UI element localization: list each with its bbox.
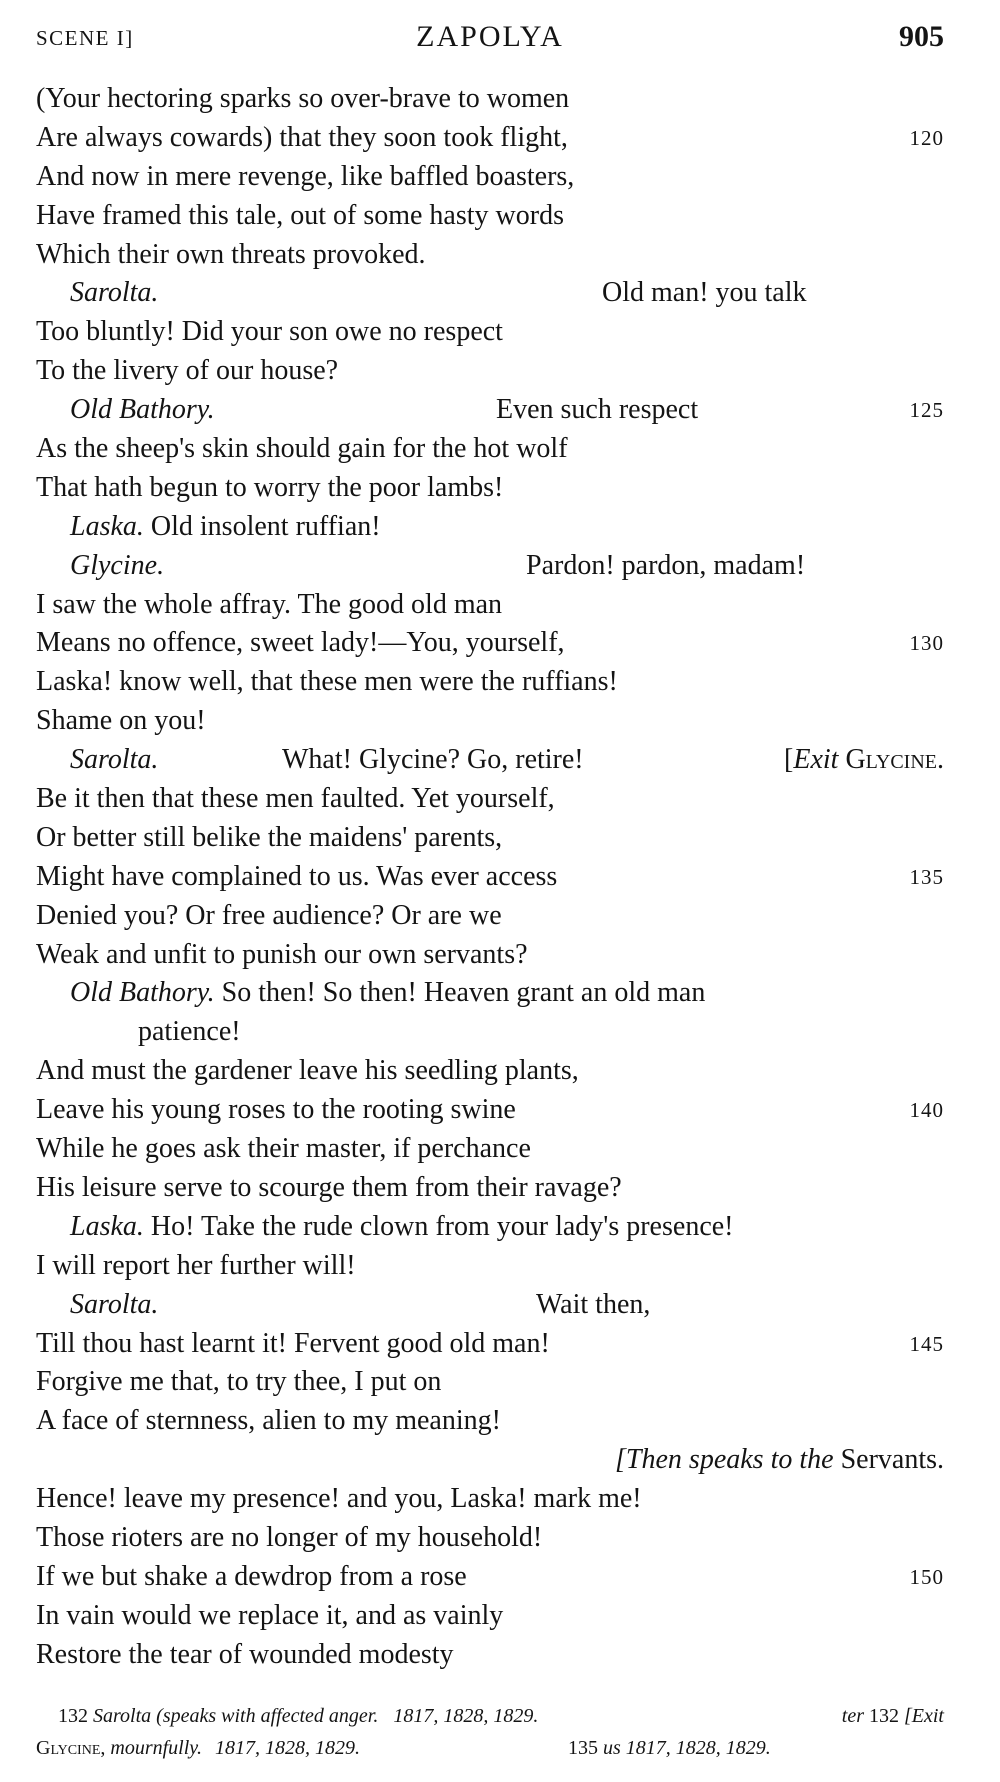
verse-line-continuation	[36, 1013, 944, 1052]
verse-line	[36, 236, 944, 275]
stage-direction-text: [Then speaks to the	[615, 1444, 834, 1476]
verse-line	[36, 1091, 944, 1130]
speaker-name: Laska.	[70, 1210, 144, 1242]
line-number: 145	[909, 1331, 944, 1356]
verse-line	[36, 158, 944, 197]
line-text: Old man! you talk	[602, 277, 807, 309]
line-text: Leave his young roses to the rooting swine	[36, 1094, 516, 1126]
stage-direction-target: Servants.	[840, 1444, 944, 1476]
verse-line	[36, 1247, 944, 1286]
footnote-line	[36, 1700, 944, 1732]
verse-line	[36, 624, 944, 663]
stage-direction-exit: Exit	[793, 744, 839, 776]
line-text: In vain would we replace it, and as vainly	[36, 1599, 504, 1631]
stage-direction-line	[36, 1441, 944, 1480]
footnote-text: mournfully.	[110, 1737, 203, 1759]
verse-body	[36, 80, 944, 1675]
line-text: Shame on you!	[36, 705, 206, 737]
speech-line	[36, 1208, 944, 1247]
line-text: Weak and unfit to punish our own servants?	[36, 938, 528, 970]
verse-line	[36, 313, 944, 352]
line-text: A face of sternness, alien to my meaning!	[36, 1405, 501, 1437]
verse-line	[36, 1130, 944, 1169]
speech-line	[36, 974, 944, 1013]
speaker-name: Sarolta.	[70, 744, 159, 776]
verse-line	[36, 819, 944, 858]
page-number: 905	[899, 20, 944, 53]
line-text: Hence! leave my presence! and you, Laska! mark me!	[36, 1483, 642, 1515]
line-text: Forgive me that, to try thee, I put on	[36, 1366, 442, 1398]
line-number: 140	[909, 1098, 944, 1123]
line-text: Pardon! pardon, madam!	[526, 549, 806, 581]
footnote-entry	[58, 1700, 538, 1732]
line-text: If we but shake a dewdrop from a rose	[36, 1560, 467, 1592]
speaker-name: Old Bathory.	[70, 394, 215, 426]
speech-line	[36, 741, 944, 780]
line-text: Till thou hast learnt it! Fervent good old man!	[36, 1327, 550, 1359]
speech-line	[36, 547, 944, 586]
stage-direction	[784, 741, 944, 780]
line-text: And must the gardener leave his seedling plants,	[36, 1055, 579, 1087]
verse-line	[36, 1480, 944, 1519]
line-text: What! Glycine? Go, retire!	[282, 744, 584, 776]
verse-line	[36, 352, 944, 391]
verse-line	[36, 1052, 944, 1091]
line-text: Even such respect	[496, 394, 699, 426]
verse-line	[36, 1558, 944, 1597]
line-text: I will report her further will!	[36, 1249, 356, 1281]
line-text: I saw the whole affray. The good old man	[36, 588, 503, 620]
footnote-entry	[36, 1732, 360, 1764]
speech-line	[36, 508, 944, 547]
line-text: And now in mere revenge, like baffled boasters,	[36, 160, 575, 192]
verse-line	[36, 936, 944, 975]
stage-direction	[615, 1441, 944, 1480]
verse-line	[36, 1169, 944, 1208]
speaker-name: Sarolta.	[70, 1288, 159, 1320]
line-text: His leisure serve to scourge them from their ravage?	[36, 1171, 622, 1203]
line-text: Might have complained to us. Was ever access	[36, 860, 558, 892]
line-text: Be it then that these men faulted. Yet yourself,	[36, 783, 555, 815]
speaker-name: Old Bathory.	[70, 977, 215, 1009]
speech-line	[36, 274, 944, 313]
line-text: As the sheep's skin should gain for the hot wolf	[36, 433, 568, 465]
line-text: Laska! know well, that these men were the ruffians!	[36, 666, 618, 698]
verse-line	[36, 1636, 944, 1675]
line-text: Means no offence, sweet lady!—You, yourself,	[36, 627, 565, 659]
speech-line	[36, 391, 944, 430]
line-text: Which their own threats provoked.	[36, 238, 426, 270]
verse-line	[36, 119, 944, 158]
stage-direction-character: Glycine.	[845, 744, 944, 776]
verse-line	[36, 780, 944, 819]
verse-line	[36, 663, 944, 702]
line-number: 150	[909, 1564, 944, 1589]
verse-line	[36, 430, 944, 469]
speaker-name: Sarolta.	[70, 277, 159, 309]
footnote-text: us	[603, 1737, 621, 1759]
verse-line	[36, 702, 944, 741]
line-text: To the livery of our house?	[36, 355, 339, 387]
page-title: ZAPOLYA	[416, 20, 564, 53]
line-text: Denied you? Or free audience? Or are we	[36, 899, 502, 931]
footnote-dates: 1817, 1828, 1829.	[393, 1705, 539, 1727]
footnote-line-number: 132	[869, 1705, 899, 1727]
speaker-name: Glycine.	[70, 549, 165, 581]
footnote-text: Sarolta (speaks with affected anger.	[93, 1705, 379, 1727]
line-number: 135	[909, 864, 944, 889]
running-header	[36, 18, 944, 58]
line-text: Old insolent ruffian!	[150, 510, 381, 542]
line-text: While he goes ask their master, if perchance	[36, 1133, 531, 1165]
verse-line	[36, 197, 944, 236]
line-text: Restore the tear of wounded modesty	[36, 1638, 454, 1670]
line-text: So then! So then! Heaven grant an old man	[221, 977, 706, 1009]
footnote-line-number: 132	[58, 1705, 88, 1727]
footnote-dates: 1817, 1828, 1829.	[625, 1737, 771, 1759]
line-number: 130	[909, 631, 944, 656]
line-text: patience!	[138, 1016, 241, 1048]
line-text: Are always cowards) that they soon took flight,	[36, 121, 568, 153]
footnote-entry	[842, 1700, 944, 1732]
footnote-text: [Exit	[904, 1705, 944, 1727]
footnote-line-number: 135	[568, 1737, 598, 1759]
stage-direction-bracket: [	[784, 744, 794, 776]
line-text: Ho! Take the rude clown from your lady's presence!	[150, 1210, 734, 1242]
line-number: 125	[909, 398, 944, 423]
verse-line	[36, 469, 944, 508]
footnotes	[36, 1700, 944, 1764]
verse-line	[36, 586, 944, 625]
verse-line	[36, 897, 944, 936]
speech-line	[36, 1286, 944, 1325]
verse-line	[36, 1325, 944, 1364]
line-text: Too bluntly! Did your son owe no respect	[36, 316, 503, 348]
verse-line	[36, 1597, 944, 1636]
line-text: Or better still belike the maidens' parents,	[36, 821, 503, 853]
line-text: Wait then,	[536, 1288, 651, 1320]
line-text: That hath begun to worry the poor lambs!	[36, 471, 504, 503]
verse-line	[36, 80, 944, 119]
verse-line	[36, 858, 944, 897]
footnote-character: Glycine,	[36, 1737, 106, 1759]
line-text: Have framed this tale, out of some hasty words	[36, 199, 564, 231]
line-text: Those rioters are no longer of my household!	[36, 1521, 543, 1553]
footnote-text: ter	[841, 1705, 864, 1727]
verse-line	[36, 1363, 944, 1402]
verse-line	[36, 1402, 944, 1441]
speaker-name: Laska.	[70, 510, 144, 542]
footnote-line	[36, 1732, 944, 1764]
verse-line	[36, 1519, 944, 1558]
footnote-entry	[568, 1732, 771, 1764]
footnote-dates: 1817, 1828, 1829.	[215, 1737, 361, 1759]
line-number: 120	[909, 125, 944, 150]
scene-marker: SCENE I]	[36, 26, 134, 50]
line-text: (Your hectoring sparks so over-brave to women	[36, 83, 570, 114]
